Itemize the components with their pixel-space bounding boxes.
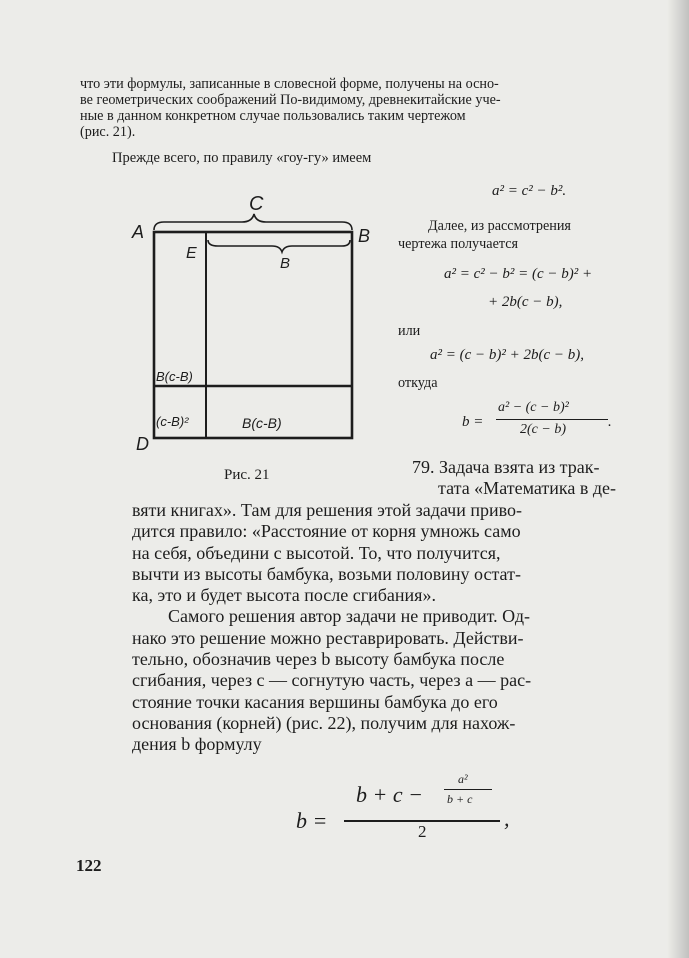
label-b-lower: B (280, 255, 291, 272)
formula-1: a² = c² − b². (492, 183, 567, 199)
page-number: 122 (76, 856, 102, 875)
paragraph-line: вычти из высоты бамбука, возьми половину остат- (132, 563, 521, 584)
paragraph-line: нако это решение можно реставрировать. Действи- (132, 627, 524, 648)
fraction-bar (496, 419, 608, 420)
paragraph-line: основания (корней) (рис. 22), получим для нахож- (132, 712, 516, 733)
paragraph-line: на себя, объедини с высотой. То, что получится, (132, 542, 501, 563)
final-formula-lhs: b = (296, 808, 328, 833)
paragraph-line: ные в данном конкретном случае пользовались таким чертежом (80, 108, 466, 124)
formula-4-denominator: 2(c − b) (520, 422, 566, 437)
label-left-mid: B(c-B) (156, 369, 193, 384)
paragraph-line: стояние точки касания вершины бамбука до его (132, 691, 498, 712)
or-label: или (398, 323, 421, 339)
formula-2b: + 2b(c − b), (488, 294, 563, 310)
label-c: C (249, 193, 264, 215)
label-b: B (358, 226, 371, 246)
outer-square (154, 232, 352, 438)
problem-heading (412, 457, 672, 500)
label-a: A (132, 222, 145, 242)
brace-b (208, 240, 350, 252)
final-formula-denominator: 2 (418, 822, 427, 841)
paragraph-line: дится правило: «Расстояние от корня умножь само (132, 521, 521, 542)
inner-denominator: b + c (447, 792, 473, 806)
rule-line: Прежде всего, по правилу «гоу-гу» имеем (112, 150, 372, 166)
paragraph-line: тата «Математика в де- (438, 478, 616, 499)
formula-3: a² = (c − b)² + 2b(c − b), (430, 347, 585, 363)
paragraph-line: ка, это и будет высота после сгибания». (132, 585, 436, 606)
paragraph-line: дения b формулу (132, 734, 262, 755)
final-formula-numerator: b + c − (356, 782, 423, 807)
formula-4-lhs: b = (462, 414, 484, 430)
then-line: чертежа получается (398, 236, 519, 252)
formula-2a: a² = c² − b² = (c − b)² + (444, 266, 593, 282)
top-paragraph (80, 76, 665, 140)
paragraph-line: (рис. 21). (80, 124, 136, 140)
label-e: E (186, 245, 197, 262)
figure-21 (130, 188, 380, 458)
paragraph-line: тельно, обозначив через b высоту бамбука после (132, 649, 505, 670)
figure-caption: Рис. 21 (224, 467, 270, 483)
paragraph-line: вяти книгах». Там для решения этой задачи приво- (132, 500, 522, 520)
paragraph-line: сгибания, через c — согнутую часть, через a — рас- (132, 670, 532, 691)
label-bottom-left: (c-B)² (156, 414, 189, 429)
then-line: Далее, из рассмотрения (428, 218, 571, 234)
formula-4-numerator: a² − (c − b)² (498, 400, 569, 415)
paragraph-line: 79. Задача взята из трак- (412, 457, 600, 477)
paragraph-line: ве геометрических соображений По-видимому, древнекитайские уче- (80, 92, 501, 108)
whence-label: откуда (398, 375, 438, 391)
label-d: D (136, 434, 149, 454)
label-bottom-right: B(c-B) (242, 415, 282, 431)
final-formula-end: , (504, 806, 510, 831)
inner-fraction-bar (444, 789, 492, 790)
paragraph-line: Самого решения автор задачи не приводит. Од- (168, 606, 531, 627)
inner-numerator: a² (458, 772, 468, 786)
problem-paragraph (132, 500, 662, 756)
brace-c (154, 214, 352, 230)
formula-4-end: . (608, 414, 612, 430)
paragraph-line: что эти формулы, записанные в словесной форме, получены на осно- (80, 76, 499, 92)
